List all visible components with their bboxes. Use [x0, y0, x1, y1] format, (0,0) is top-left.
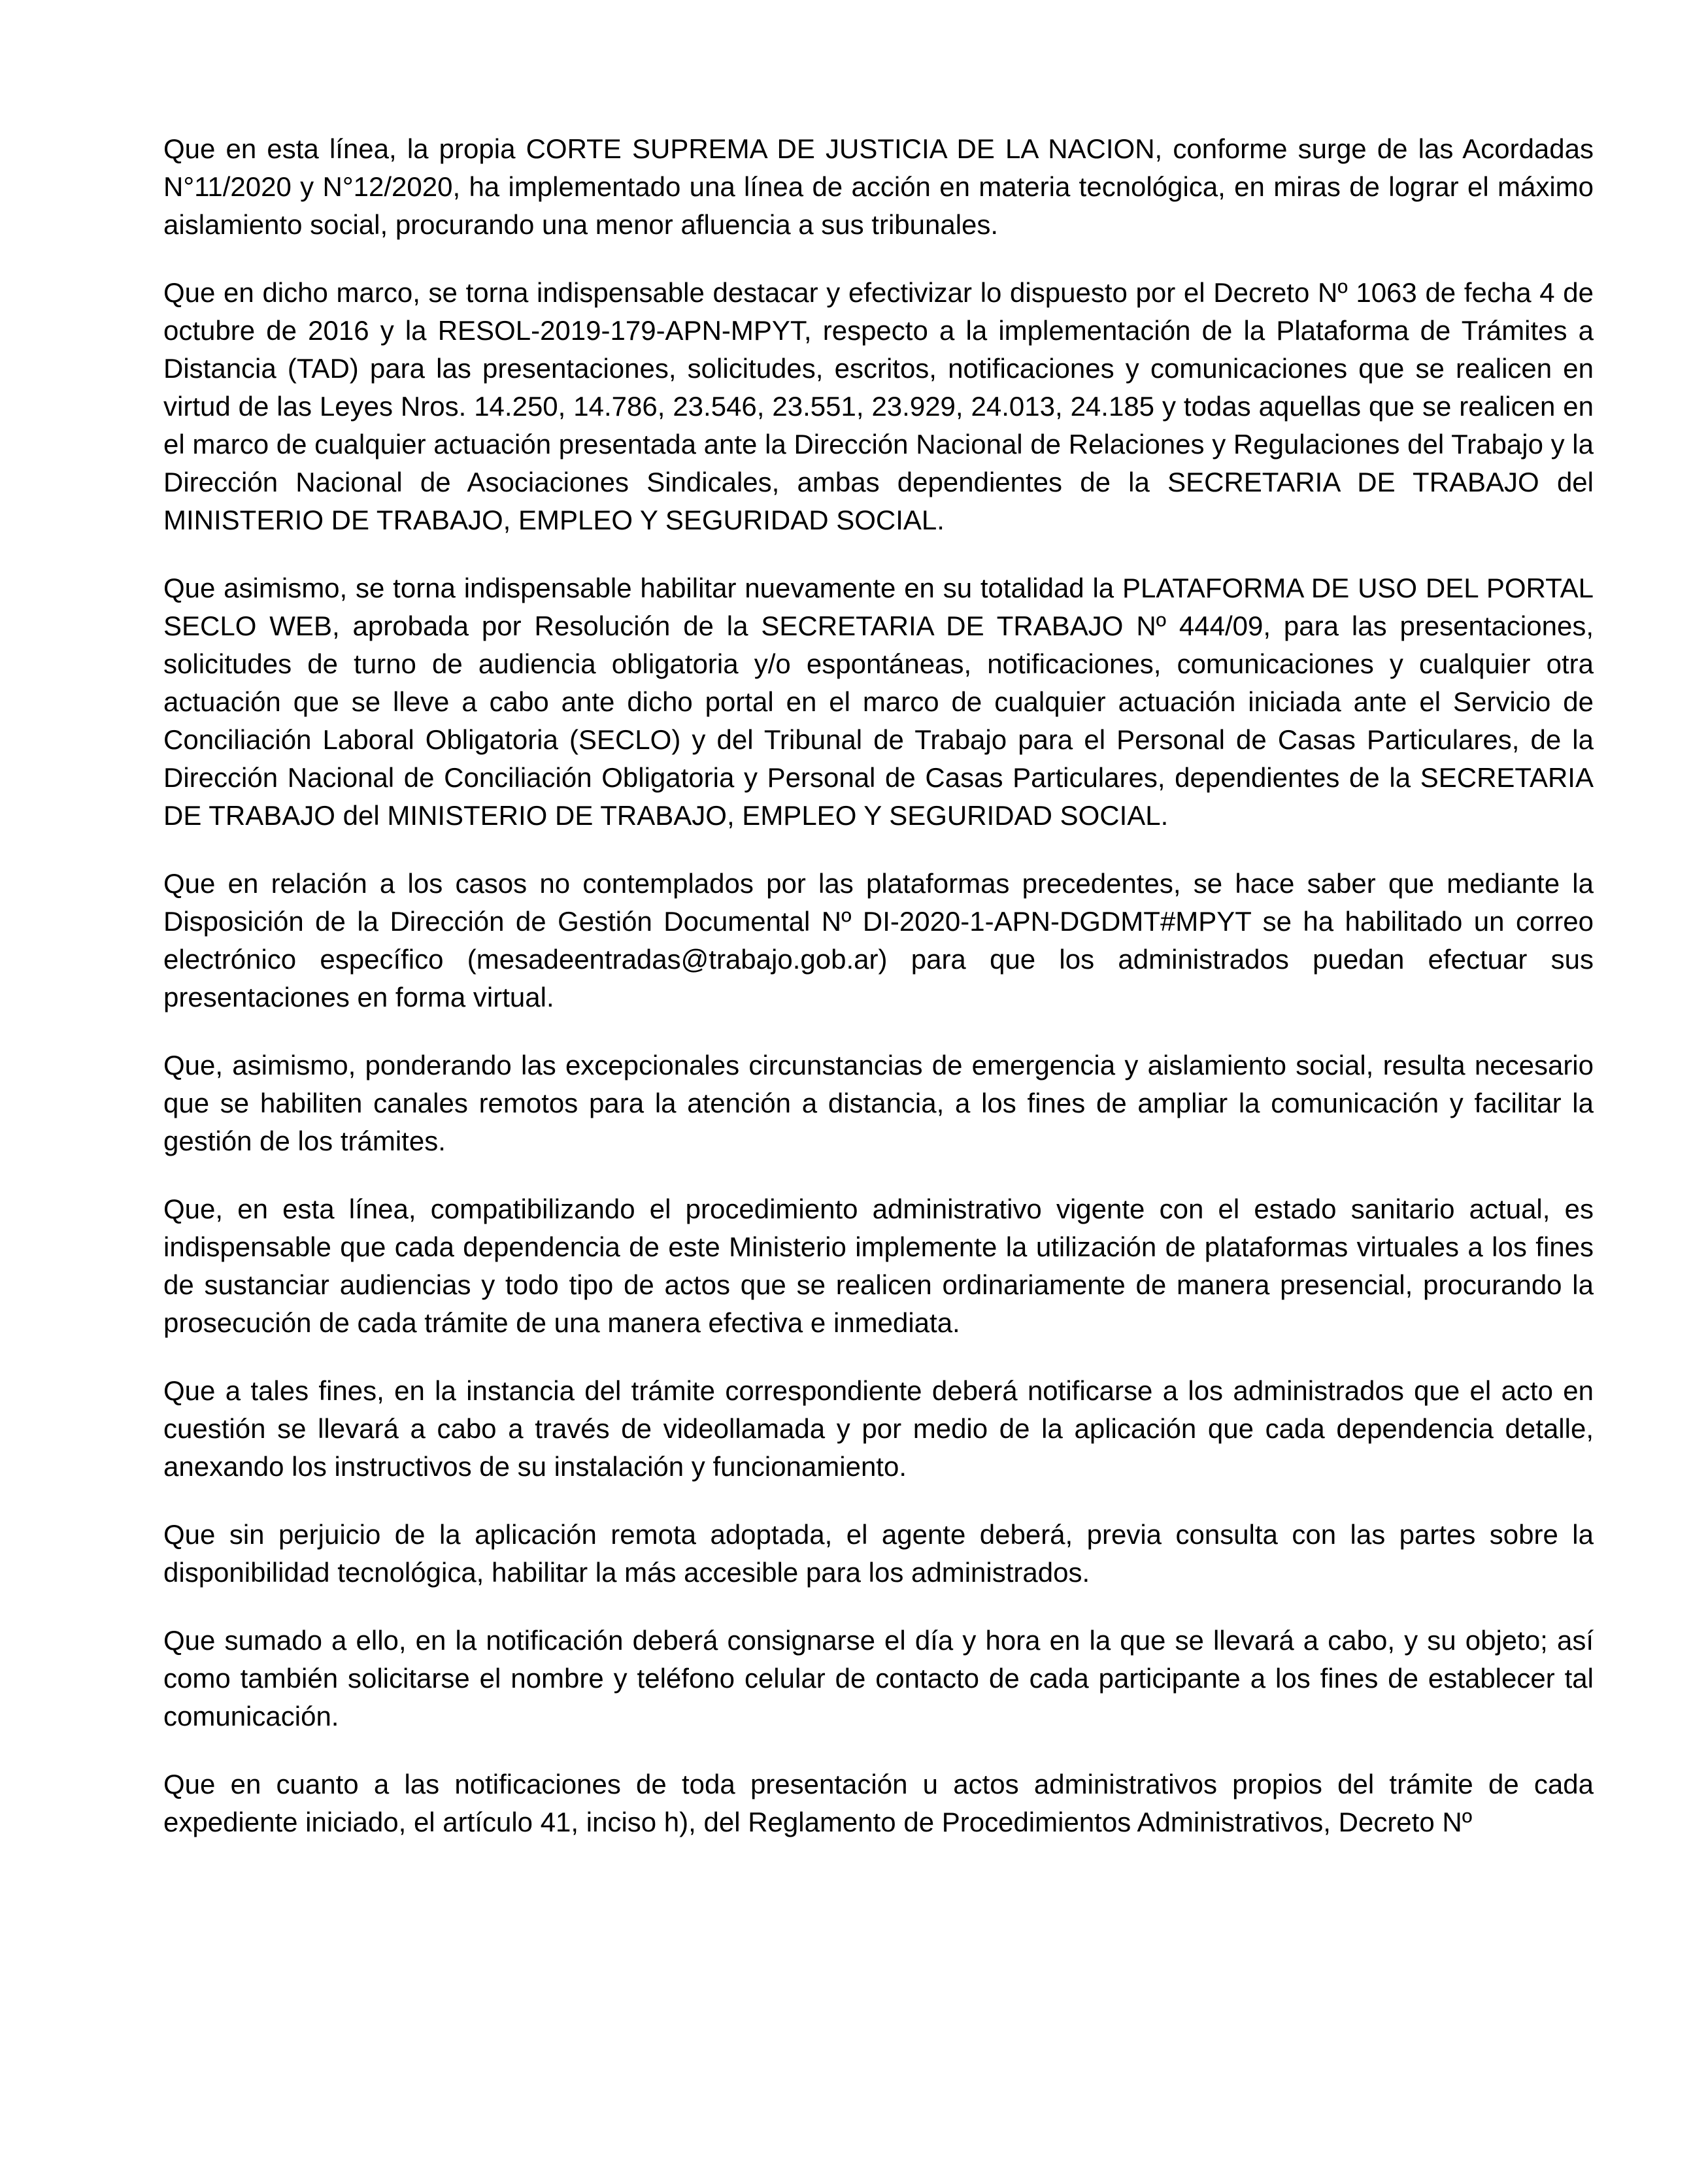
paragraph-portal-seclo-web: Que asimismo, se torna indispensable habilitar nuevamente en su totalidad la PLATAFORMA DE USO DEL PORTAL SECLO WEB, aprobada por Resolución de la SECRETARIA DE TRABAJO Nº 444/09, para las presentaciones, solicitudes de turno de audiencia obligatoria y/o espontáneas, notificaciones, comunicaciones y cualquier otra actuación que se lleve a cabo ante dicho portal en el marco de cualquier actuación iniciada ante el Servicio de Conciliación Laboral Obligatoria (SECLO) y del Tribunal de Trabajo para el Personal de Casas Particulares, de la Dirección Nacional de Conciliación Obligatoria y Personal de Casas Particulares, dependientes de la SECRETARIA DE TRABAJO del MINISTERIO DE TRABAJO, EMPLEO Y SEGURIDAD SOCIAL.	[163, 573, 1594, 831]
paragraph-canales-remotos: Que, asimismo, ponderando las excepcionales circunstancias de emergencia y aislamiento social, resulta necesario que se habiliten canales remotos para la atención a distancia, a los fines de ampliar la comunicación y facilitar la gestión de los trámites.	[163, 1050, 1594, 1156]
paragraph-disponibilidad-tecnologica: Que sin perjuicio de la aplicación remota adoptada, el agente deberá, previa consulta con las partes sobre la disponibilidad tecnológica, habilitar la más accesible para los administrados.	[163, 1519, 1594, 1588]
paragraph-plataformas-virtuales: Que, en esta línea, compatibilizando el procedimiento administrativo vigente con el estado sanitario actual, es indispensable que cada dependencia de este Ministerio implemente la utilización de plataformas virtuales a los fines de sustanciar audiencias y todo tipo de actos que se realicen ordinariamente de manera presencial, procurando la prosecución de cada trámite de una manera efectiva e inmediata.	[163, 1194, 1594, 1338]
paragraph-articulo-41: Que en cuanto a las notificaciones de toda presentación u actos administrativos propios del trámite de cada expediente iniciado, el artículo 41, inciso h), del Reglamento de Procedimientos Administrativos, Decreto Nº	[163, 1769, 1594, 1837]
paragraph-acordadas-corte-suprema: Que en esta línea, la propia CORTE SUPREMA DE JUSTICIA DE LA NACION, conforme surge de las Acordadas N°11/2020 y N°12/2020, ha implementado una línea de acción en materia tecnológica, en miras de lograr el máximo aislamiento social, procurando una menor afluencia a sus tribunales.	[163, 133, 1594, 240]
paragraph-decreto-1063-tad: Que en dicho marco, se torna indispensable destacar y efectivizar lo dispuesto por el Decreto Nº 1063 de fecha 4 de octubre de 2016 y la RESOL-2019-179-APN-MPYT, respecto a la implementación de la Plataforma de Trámites a Distancia (TAD) para las presentaciones, solicitudes, escritos, notificaciones y comunicaciones que se realicen en virtud de las Leyes Nros. 14.250, 14.786, 23.546, 23.551, 23.929, 24.013, 24.185 y todas aquellas que se realicen en el marco de cualquier actuación presentada ante la Dirección Nacional de Relaciones y Regulaciones del Trabajo y la Dirección Nacional de Asociaciones Sindicales, ambas dependientes de la SECRETARIA DE TRABAJO del MINISTERIO DE TRABAJO, EMPLEO Y SEGURIDAD SOCIAL.	[163, 277, 1594, 535]
paragraph-videollamada: Que a tales fines, en la instancia del trámite correspondiente deberá notificarse a los administrados que el acto en cuestión se llevará a cabo a través de videollamada y por medio de la aplicación que cada dependencia detalle, anexando los instructivos de su instalación y funcionamiento.	[163, 1375, 1594, 1482]
document-body	[163, 130, 1594, 1871]
paragraph-notificacion-dia-hora: Que sumado a ello, en la notificación deberá consignarse el día y hora en la que se llevará a cabo, y su objeto; así como también solicitarse el nombre y teléfono celular de contacto de cada participante a los fines de establecer tal comunicación.	[163, 1625, 1594, 1731]
paragraph-correo-mesa-de-entradas: Que en relación a los casos no contemplados por las plataformas precedentes, se hace saber que mediante la Disposición de la Dirección de Gestión Documental Nº DI-2020-1-APN-DGDMT#MPYT se ha habilitado un correo electrónico específico (mesadeentradas@trabajo.gob.ar) para que los administrados puedan efectuar sus presentaciones en forma virtual.	[163, 868, 1594, 1012]
